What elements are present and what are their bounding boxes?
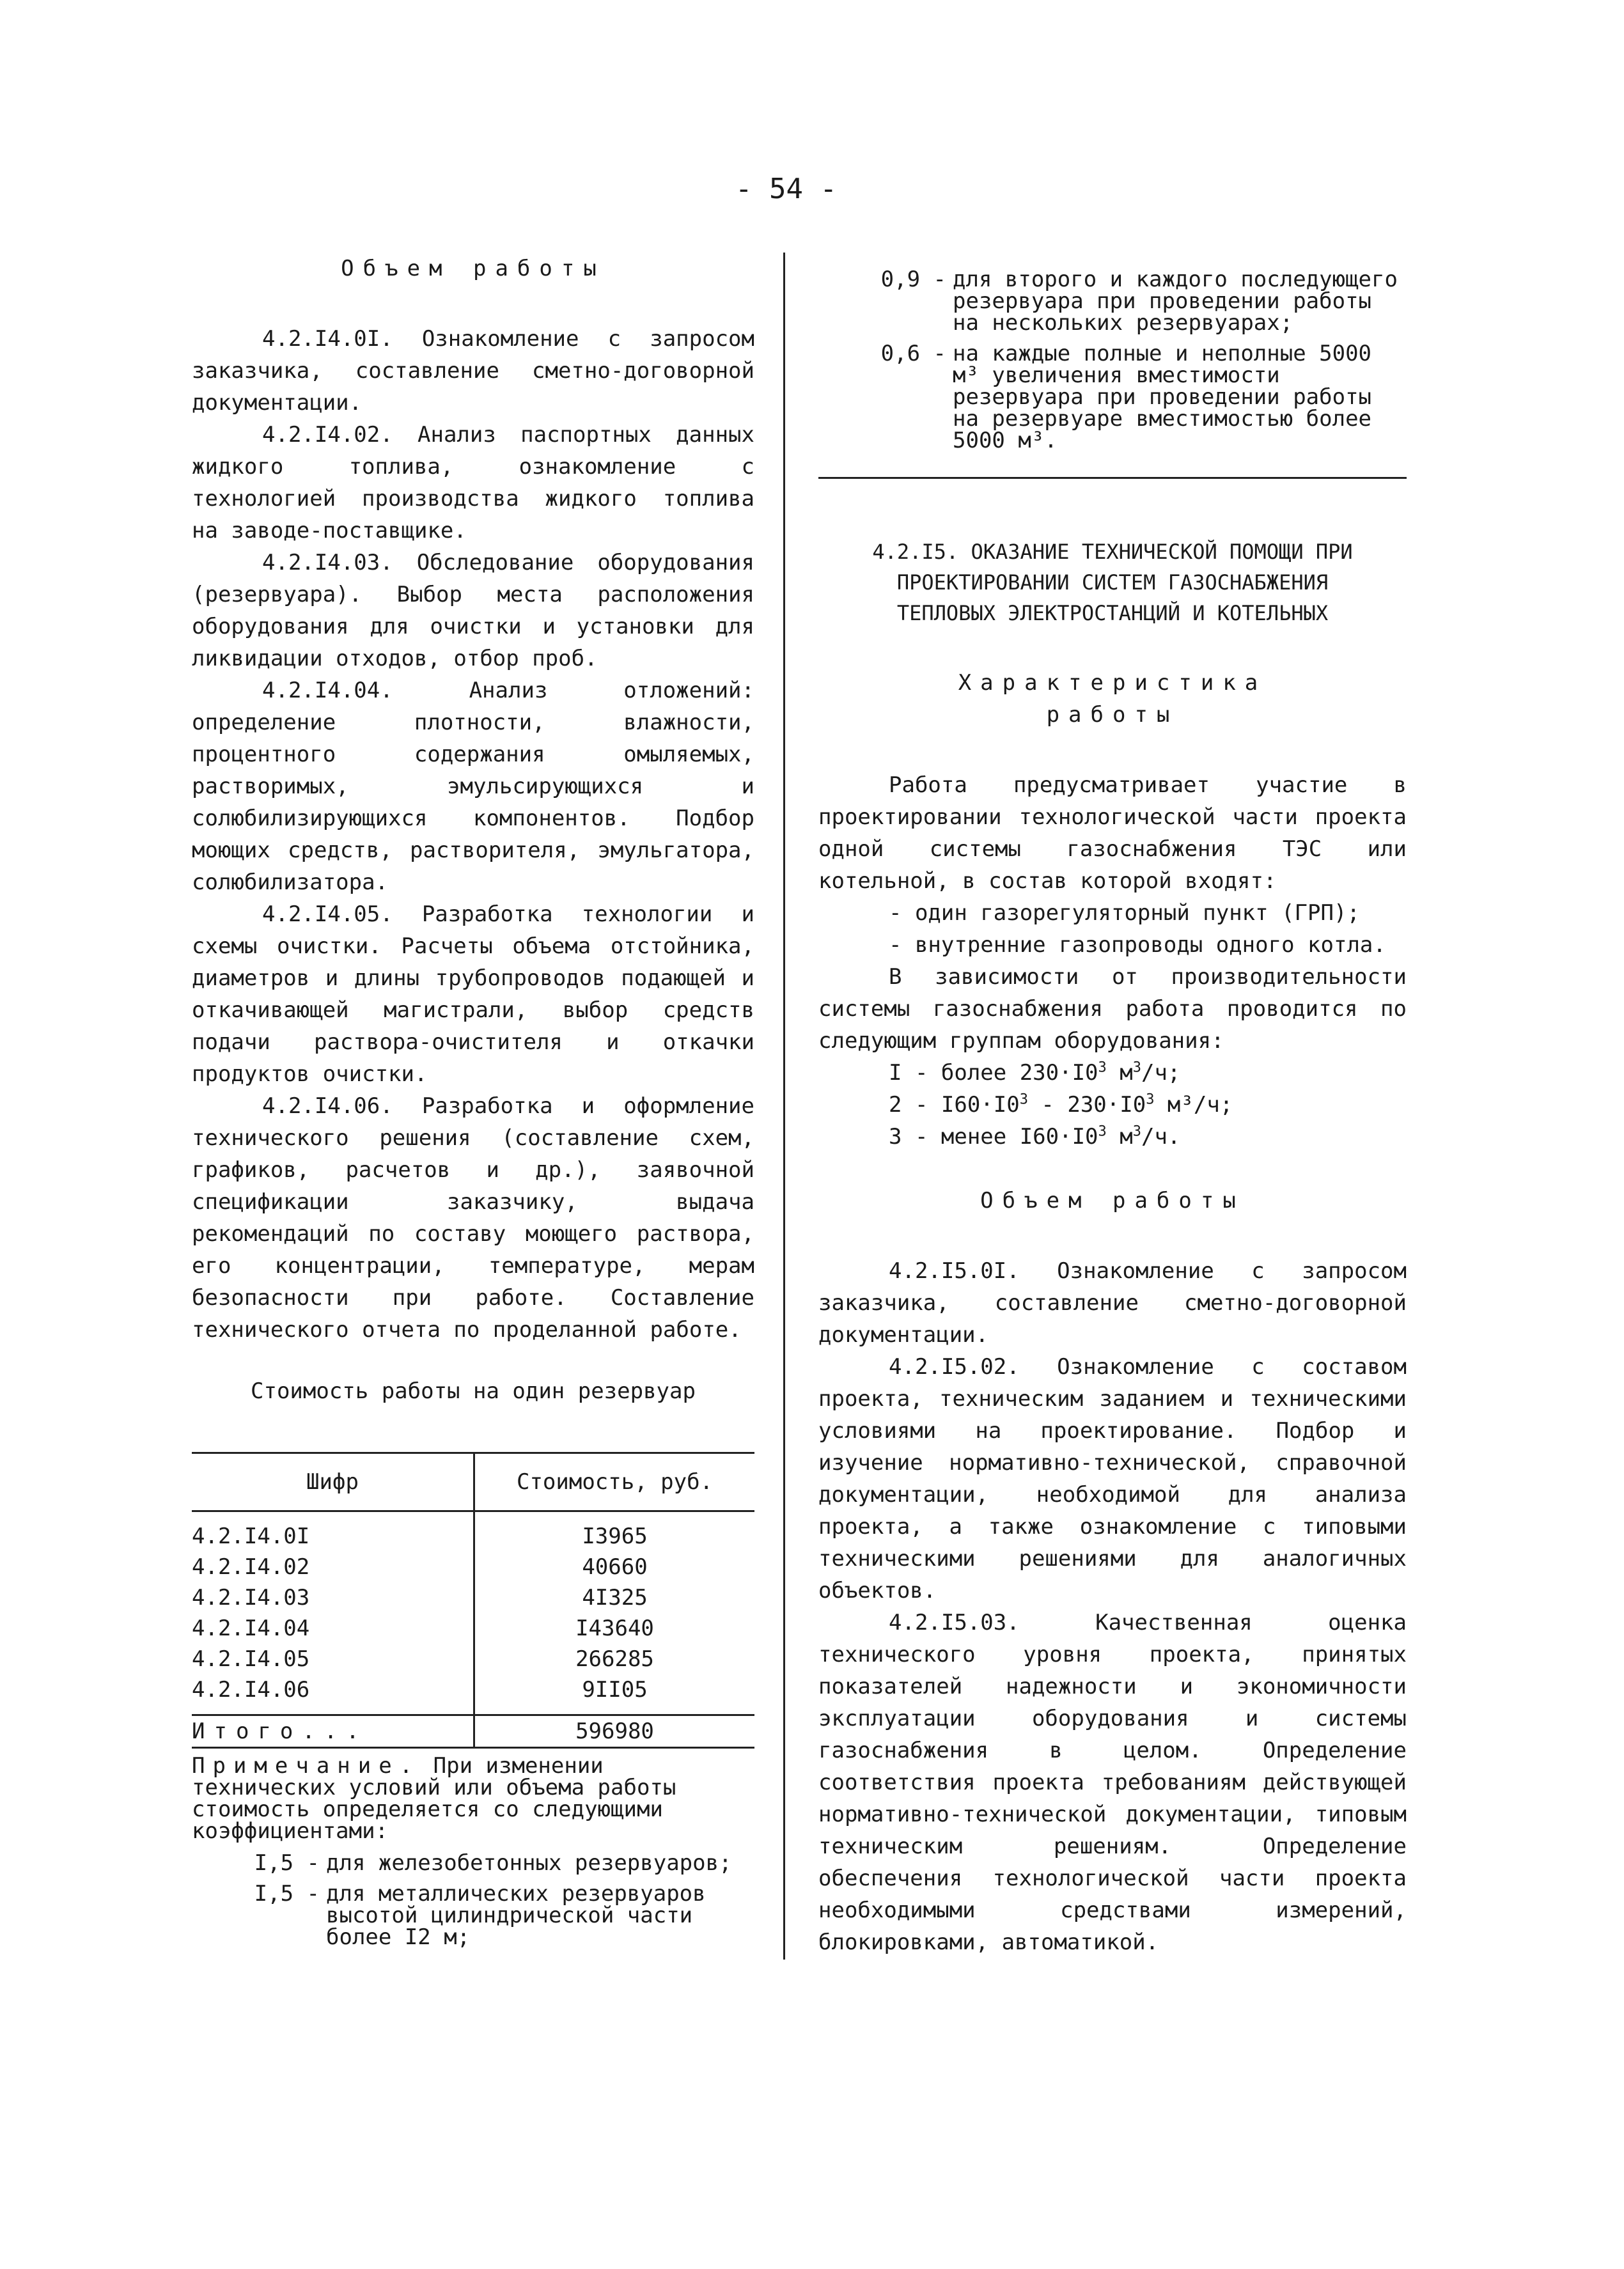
page-number: - 54 - [735,173,837,205]
row-cost: 40660 [474,1552,755,1582]
note-label: Примечание. [192,1753,421,1779]
row-cost: I43640 [474,1613,755,1644]
cost-table-caption: Стоимость работы на один резервуар [251,1378,696,1404]
row-code: 4.2.I4.05 [192,1646,310,1672]
char-item-grp: - один газорегуляторный пункт (ГРП); [889,900,1360,926]
row-code: 4.2.I4.0I [192,1524,310,1549]
group-exponent: 3 [1098,1123,1107,1140]
table-row [192,1582,754,1613]
total-label: Итого... [192,1715,474,1748]
row-code: 4.2.I4.06 [192,1677,310,1703]
coefficient-item [243,1883,754,1948]
group-text: - 230·I0 [1027,1092,1146,1118]
table-row [192,1511,754,1552]
total-value: 596980 [474,1715,755,1748]
group-exponent: 3 [1132,1059,1141,1076]
coefficient-item [818,343,1407,451]
column-header-code: Шифр [192,1453,474,1511]
right-column [818,269,1407,1958]
table-row [192,1552,754,1582]
work-scope-heading: Объем работы [341,256,605,281]
group-text: м [1106,1060,1133,1086]
table-header-row [192,1453,754,1511]
coefficient-value: 0,9 - [880,267,946,292]
table-row [192,1613,754,1644]
groups-intro: В зависимости от производительности системы газоснабжения работа проводится по следующим группам оборудования: [818,964,1407,1054]
row-code: 4.2.I4.04 [192,1616,310,1641]
note-coefficients [192,1852,754,1948]
paragraph-4-2-15-02: 4.2.I5.02. Ознакомление с составом проекта, техническим заданием и техническими условиями на проектирование. Подбор и изучение нормативно-технической, справочной документации, необходимой для анализа проекта, а также ознакомление с типовыми техническими решениями для аналогичных объектов. [818,1354,1407,1603]
paragraph-4-2-14-02: 4.2.I4.02. Анализ паспортных данных жидкого топлива, ознакомление с технологией производства жидкого топлива на заводе-поставщике. [192,422,754,543]
row-cost: 4I325 [474,1582,755,1613]
note-block [192,1755,754,1842]
work-scope-heading-2: Объем работы [980,1188,1245,1213]
coefficient-text: для железобетонных резервуаров; [326,1850,732,1876]
table-row [192,1644,754,1674]
column-divider [783,253,785,1960]
group-item [889,1057,1407,1089]
paragraph-4-2-15-01: 4.2.I5.0I. Ознакомление с запросом заказчика, составление сметно-договорной документации. [818,1258,1407,1348]
column-header-cost: Стоимость, руб. [474,1453,755,1511]
group-text: м [1106,1124,1133,1150]
coefficient-item [818,269,1407,334]
group-item [889,1089,1407,1121]
group-text: /ч; [1141,1060,1181,1086]
note-text: При изменении технических условий или объема работы стоимость определяется со следующими коэффициентами: [192,1753,676,1844]
left-column [192,253,754,1957]
table-total-row [192,1715,754,1748]
characteristics-heading: Характеристика [958,670,1267,696]
row-code: 4.2.I4.03 [192,1585,310,1610]
char-item-pipelines: - внутренние газопроводы одного котла. [889,932,1386,958]
paragraph-4-2-14-03: 4.2.I4.03. Обследование оборудования (резервуара). Выбор места расположения оборудования для очистки и установки для ликвидации отходов, отбор проб. [192,550,754,671]
group-exponent: 3 [1098,1059,1107,1076]
coefficient-value: 0,6 - [880,341,946,366]
coefficient-item [243,1852,754,1874]
section-divider [818,477,1407,479]
cost-table [192,1452,754,1749]
coefficient-value: I,5 - [254,1881,320,1906]
coefficient-text: для второго и каждого последующего резервуара при проведении работы на нескольких резервуарах; [953,267,1398,336]
group-text: м³/ч; [1154,1092,1233,1118]
table-row [192,1674,754,1715]
group-exponent: 3 [1146,1091,1155,1108]
paragraph-4-2-15-03: 4.2.I5.03. Качественная оценка технического уровня проекта, принятых показателей надежности и экономичности эксплуатации оборудования и системы газоснабжения в целом. Определение соответствия проекта требованиям действующей нормативно-технической документации, типовым техническим решениям. Определение обеспечения технологической части проекта необходимыми средствами измерений, блокировками, автоматикой. [818,1610,1407,1955]
row-cost: 9II05 [474,1674,755,1715]
row-code: 4.2.I4.02 [192,1554,310,1580]
coefficient-text: для металлических резервуаров высотой цилиндрической части более I2 м; [326,1881,706,1950]
group-text: 2 - I60·I0 [889,1092,1020,1118]
section-title: 4.2.I5. ОКАЗАНИЕ ТЕХНИЧЕСКОЙ ПОМОЩИ ПРИ ПРОЕКТИРОВАНИИ СИСТЕМ ГАЗОСНАБЖЕНИЯ ТЕПЛОВЫХ ЭЛЕКТРОСТАНЦИЙ И КОТЕЛЬНЫХ [872,540,1353,625]
group-item [889,1121,1407,1153]
paragraph-4-2-14-04: 4.2.I4.04. Анализ отложений: определение плотности, влажности, процентного содержания омыляемых, растворимых, эмульсирующихся и солюбилизирующихся компонентов. Подбор моющих средств, растворителя, эмульгатора, солюбилизатора. [192,678,754,895]
row-cost: 266285 [474,1644,755,1674]
group-exponent: 3 [1019,1091,1028,1108]
paragraph-4-2-14-06: 4.2.I4.06. Разработка и оформление технического решения (составление схем, графиков, расчетов и др.), заявочной спецификации заказчику, выдача рекомендаций по составу моющего раствора, его концентрации, температуре, мерам безопасности при работе. Составление технического отчета по проделанной работе. [192,1093,754,1343]
equipment-groups [818,1057,1407,1153]
group-text: I - более 230·I0 [889,1060,1098,1086]
coefficient-text: на каждые полные и неполные 5000 м³ увеличения вместимости резервуара при проведении работы на резервуаре вместимостью более 5000 м³. [953,341,1372,453]
group-text: 3 - менее I60·I0 [889,1124,1098,1150]
characteristics-intro: Работа предусматривает участие в проектировании технологической части проекта одной системы газоснабжения ТЭС или котельной, в состав которой входят: [818,772,1407,894]
characteristics-subheading: работы [1046,702,1179,728]
coefficient-value: I,5 - [254,1850,320,1876]
paragraph-4-2-14-05: 4.2.I4.05. Разработка технологии и схемы очистки. Расчеты объема отстойника, диаметров и длины трубопроводов подающей и откачивающей магистрали, выбор средств подачи раствора-очистителя и откачки продуктов очистки. [192,901,754,1087]
row-cost: I3965 [474,1511,755,1552]
paragraph-4-2-14-01: 4.2.I4.0I. Ознакомление с запросом заказчика, составление сметно-договорной документации. [192,326,754,416]
group-exponent: 3 [1132,1123,1141,1140]
group-text: /ч. [1141,1124,1181,1150]
